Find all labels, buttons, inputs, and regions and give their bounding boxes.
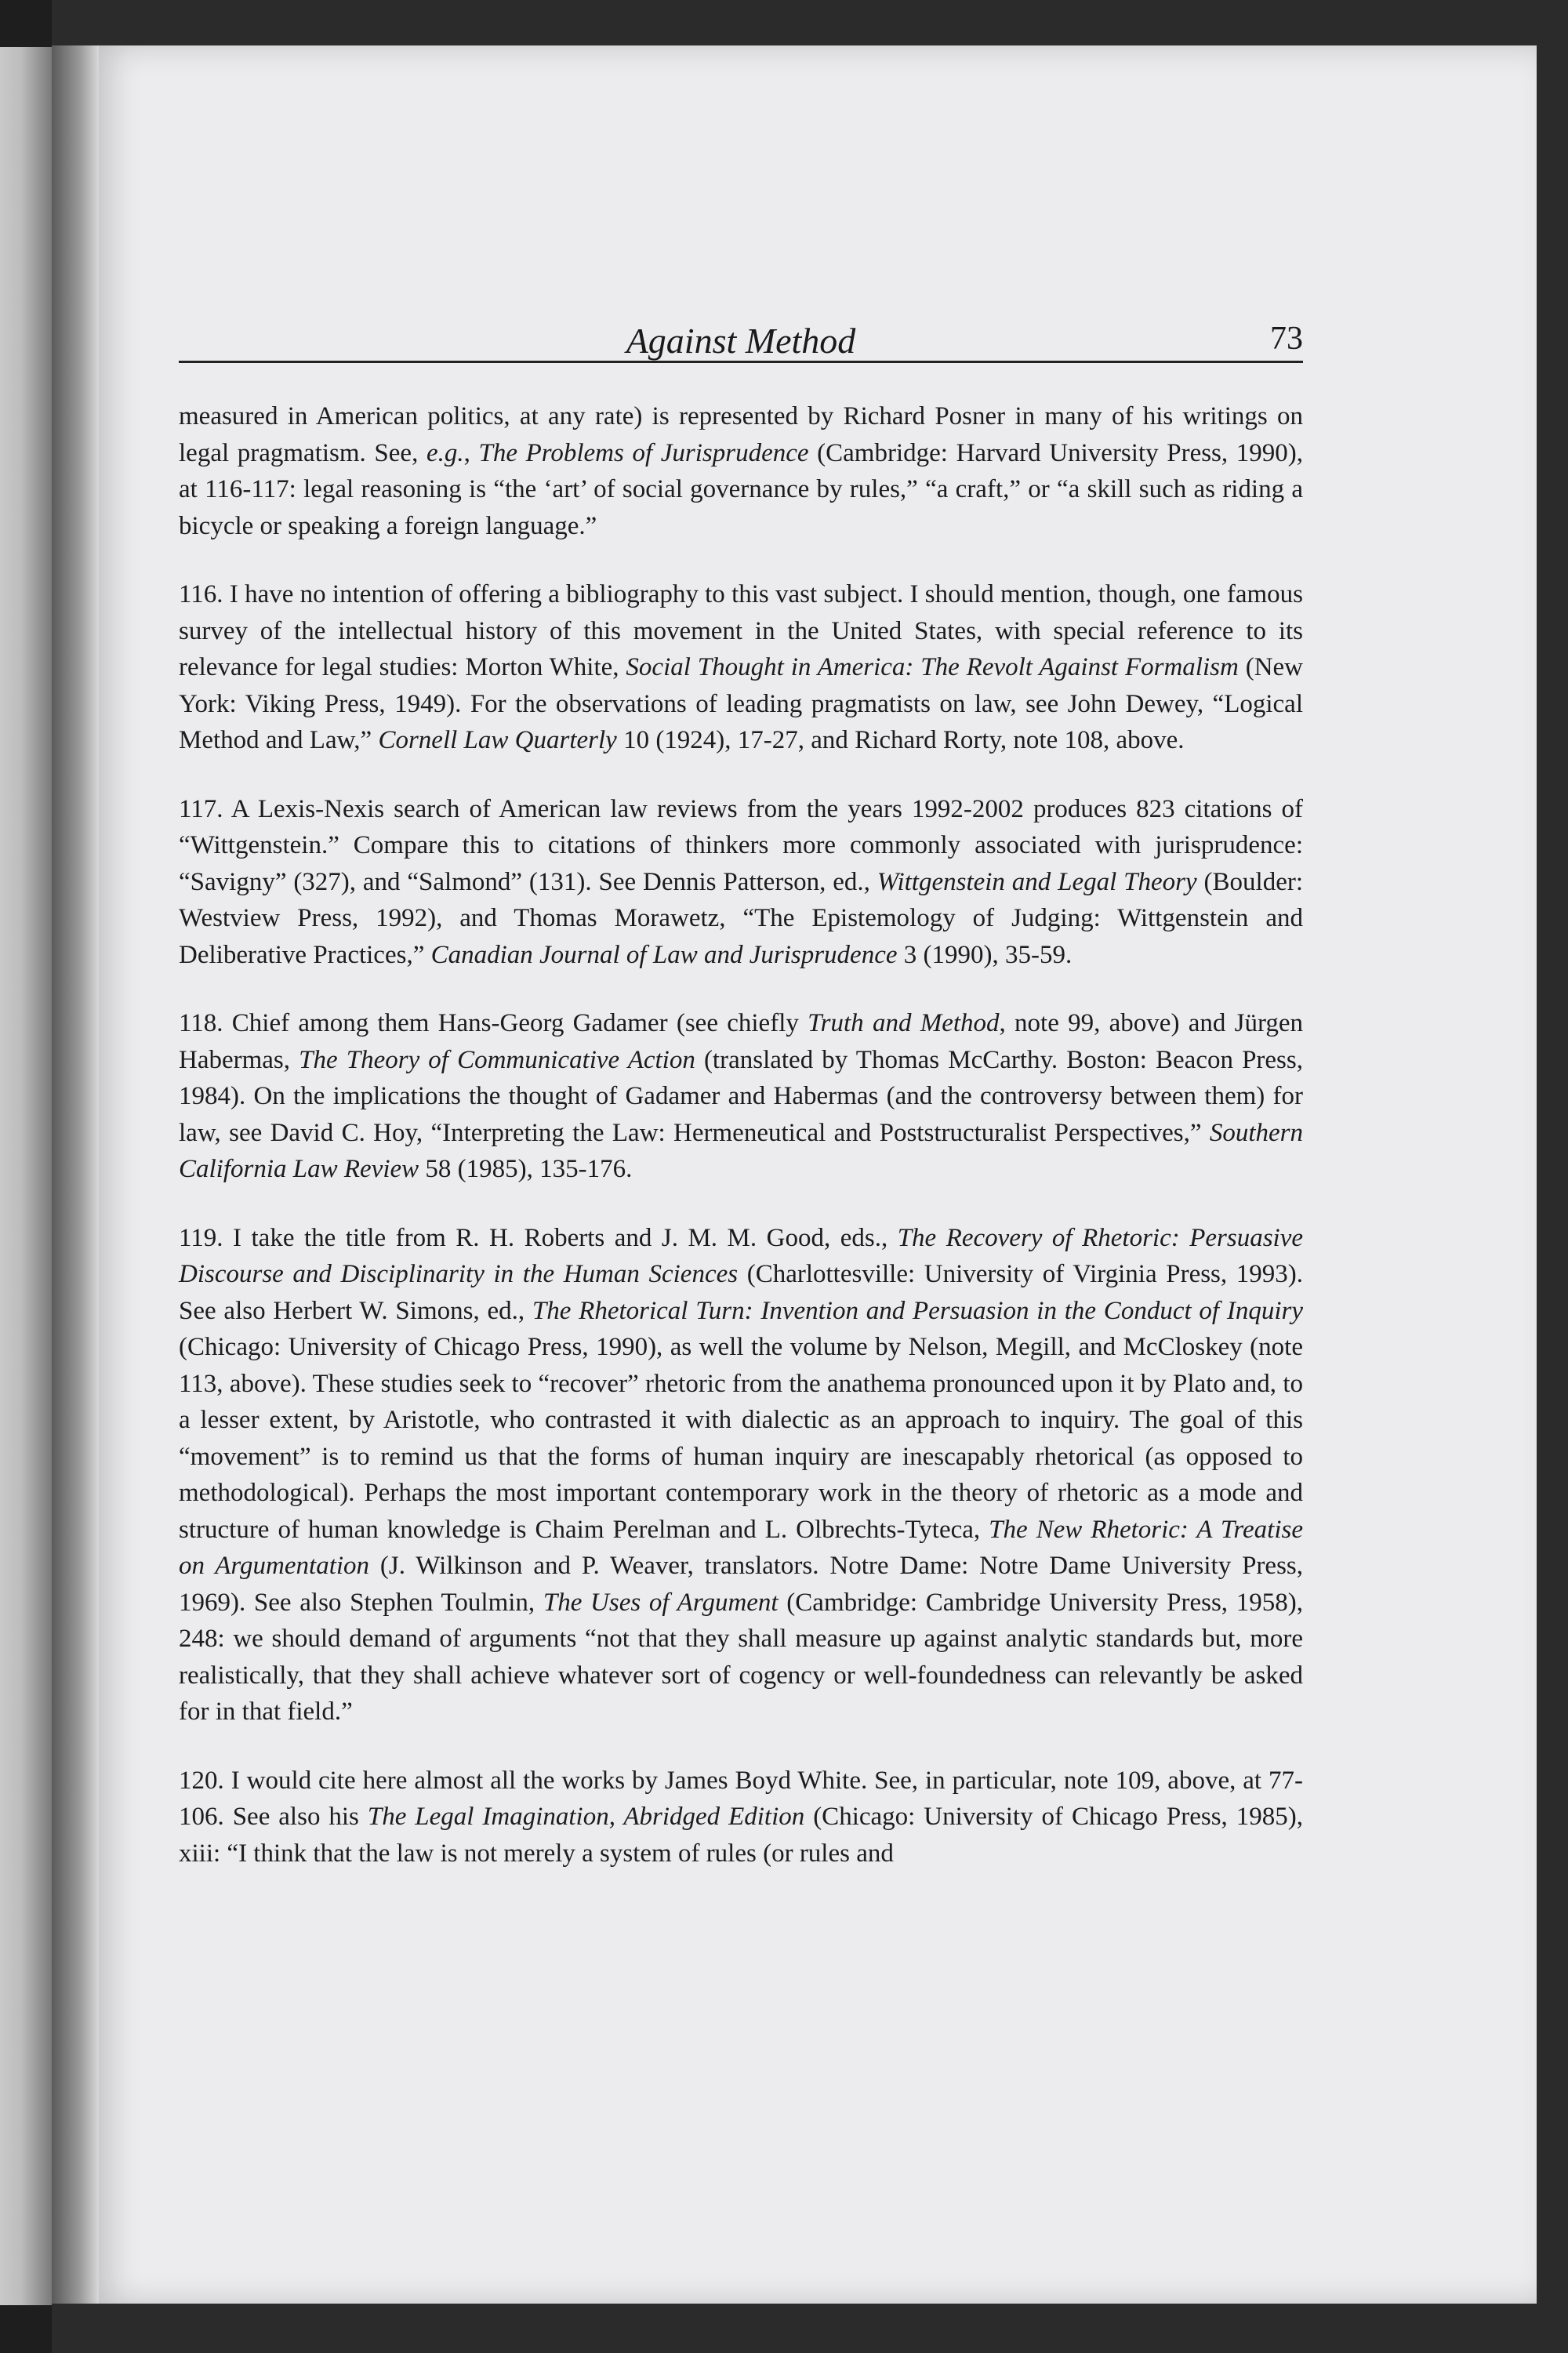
previous-page-edge — [0, 47, 52, 2305]
citation-title: The Rhetorical Turn: Invention and Persuasion in the Conduct of Inquiry — [532, 1296, 1303, 1325]
note-run: I would cite here almost all the works by James Boyd White. See, in particular, note 109, above, at 77-106. See also his — [179, 1766, 1304, 1831]
citation-title: e.g. — [426, 438, 464, 467]
note-run: (Chicago: University of Chicago Press, 1990), as well the volume by Nelson, Megill, and McCloskey (note 113, above). These studies seek to “recover” rhetoric from the anathema pronounced upon it by Plato and, to a lesser extent, by Aristotle, who contrasted it with dialectic as an approach to inquiry. The goal of this “movement” is to remind us that the forms of human inquiry are inescapably rhetorical (as opposed to methodological). Perhaps the most important contemporary work in the theory of rhetoric as a mode and structure of human knowledge is Chaim Perelman and L. Olbrechts-Tyteca, — [179, 1333, 1303, 1544]
note-120 — [179, 1763, 1303, 1872]
note-run: 10 (1924), 17-27, and Richard Rorty, note 108, above. — [616, 726, 1185, 754]
citation-title: Canadian Journal of Law and Jurisprudence — [430, 940, 898, 969]
note-run: 3 (1990), 35-59. — [897, 940, 1073, 969]
note-117 — [179, 791, 1303, 974]
note-run: , note 99, above) and Jürgen Habermas, — [179, 1009, 1303, 1074]
citation-title: The Problems of Jurisprudence — [478, 438, 809, 467]
note-119 — [179, 1220, 1303, 1730]
note-run: I have no intention of offering a bibliography to this vast subject. I should mention, though, one famous survey of the intellectual history of this movement in the United States, with special reference to its relevance for legal studies: Morton White, — [179, 580, 1303, 681]
citation-title: Southern California Law Review — [179, 1118, 1303, 1183]
note-run: measured in American politics, at any rate) is represented by Richard Posner in many of his writings on legal pragmatism. See, — [179, 402, 1303, 467]
note-run: I take the title from R. H. Roberts and J. M. M. Good, eds., — [233, 1223, 898, 1252]
note-run: (Cambridge: Cambridge University Press, 1958), 248: we should demand of arguments “not that they shall measure up against analytic standards but, more realistically, that they shall achieve whatever sort of cogency or well-foundedness can relevantly be asked for in that field.” — [179, 1588, 1303, 1726]
note-number: 118. — [179, 1009, 223, 1037]
note-number: 117. — [179, 794, 223, 823]
citation-title: The Theory of Communicative Action — [299, 1045, 695, 1074]
note-run: (Cambridge: Harvard University Press, 1990), at 116-117: legal reasoning is “the ‘art’ of social governance by rules,” “a craft,” or “a skill such as riding a bicycle or speaking a foreign language.” — [179, 438, 1304, 540]
note-number: 120. — [179, 1766, 224, 1795]
note-run: (New York: Viking Press, 1949). For the observations of leading pragmatists on law, see John Dewey, “Logical Method and Law,” — [179, 653, 1304, 754]
page-gutter-shadow — [52, 45, 99, 2304]
citation-title: The Recovery of Rhetoric: Persuasive Discourse and Disciplinarity in the Human Sciences — [179, 1223, 1304, 1288]
note-run: A Lexis-Nexis search of American law reviews from the years 1992-2002 produces 823 citations of “Wittgenstein.” Compare this to citations of thinkers more commonly associated with jurisprudence: “Savigny” (327), and “Salmond” (131). See Dennis Patterson, ed., — [179, 794, 1303, 896]
note-run: (Boulder: Westview Press, 1992), and Thomas Morawetz, “The Epistemology of Judging: Wittgenstein and Deliberative Practices,” — [179, 867, 1304, 969]
note-text — [179, 1224, 1303, 1727]
running-title: Against Method — [626, 321, 856, 361]
citation-title: Cornell Law Quarterly — [378, 726, 617, 754]
citation-title: The Uses of Argument — [543, 1588, 779, 1617]
note-text — [179, 580, 1303, 754]
page-number: 73 — [1270, 321, 1303, 357]
note-number: 119. — [179, 1223, 223, 1252]
running-head — [179, 312, 1303, 363]
note-number: 116. — [179, 580, 223, 608]
citation-title: The Legal Imagination, Abridged Edition — [367, 1803, 805, 1831]
note-text — [179, 1009, 1303, 1183]
note-run: 58 (1985), 135-176. — [419, 1155, 633, 1183]
citation-title: Wittgenstein and Legal Theory — [877, 867, 1197, 896]
citation-title: Truth and Method — [808, 1009, 1000, 1037]
note-116 — [179, 576, 1303, 759]
note-run: Chief among them Hans-Georg Gadamer (see chiefly — [231, 1009, 808, 1037]
note-text — [179, 1767, 1303, 1868]
endnotes — [179, 398, 1303, 1872]
note-text — [179, 402, 1303, 540]
note-run: (Chicago: University of Chicago Press, 1985), xiii: “I think that the law is not merely a system of rules (or rules and — [179, 1803, 1303, 1868]
note-run: (J. Wilkinson and P. Weaver, translators. Notre Dame: Notre Dame University Press, 1969). See also Stephen Toulmin, — [179, 1552, 1304, 1617]
note-run: , — [463, 438, 479, 467]
note-run: (translated by Thomas McCarthy. Boston: Beacon Press, 1984). On the implications the thought of Gadamer and Habermas (and the controversy between them) for law, see David C. Hoy, “Interpreting the Law: Hermeneutical and Poststructuralist Perspectives,” — [179, 1045, 1303, 1147]
note-118 — [179, 1005, 1303, 1188]
note-continued — [179, 398, 1303, 544]
note-run: (Charlottesville: University of Virginia Press, 1993). See also Herbert W. Simons, ed., — [179, 1260, 1304, 1325]
citation-title: Social Thought in America: The Revolt Against Formalism — [626, 653, 1239, 681]
citation-title: The New Rhetoric: A Treatise on Argumentation — [179, 1515, 1303, 1580]
note-text — [179, 795, 1303, 969]
